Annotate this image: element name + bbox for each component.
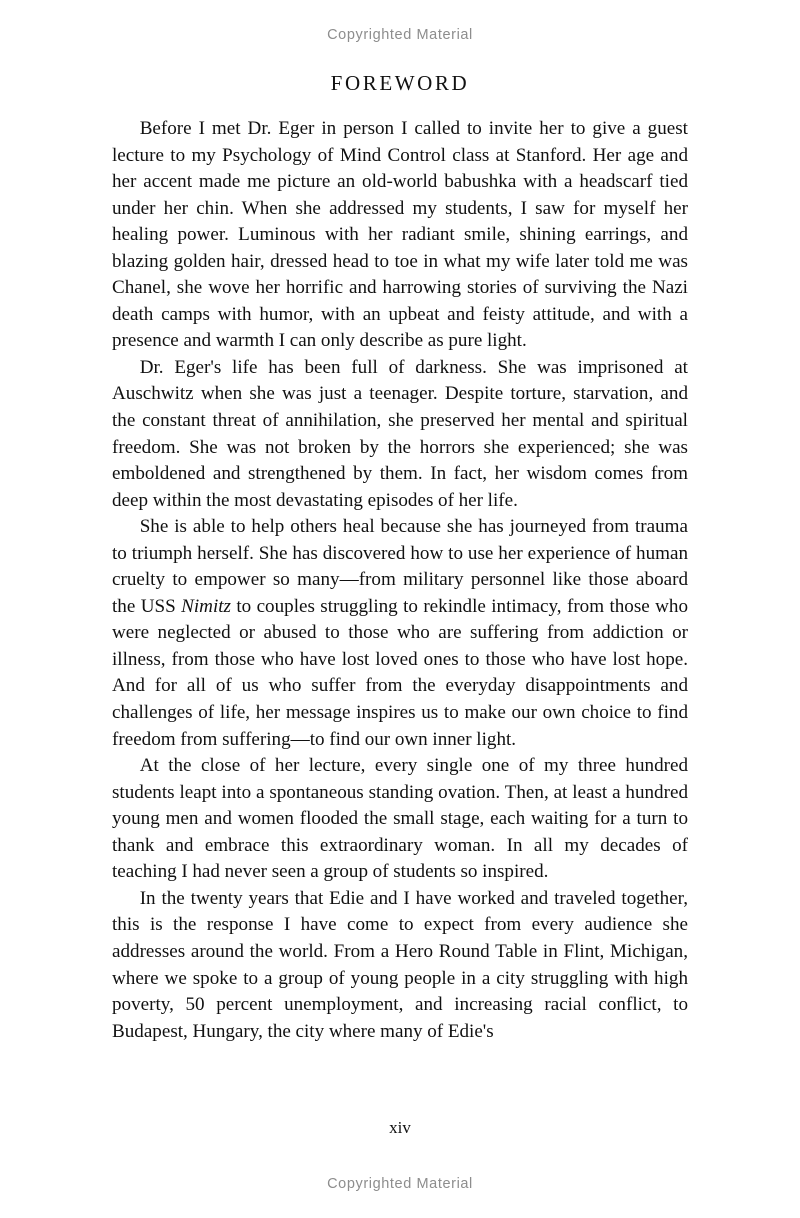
paragraph-1: Before I met Dr. Eger in person I called to invite her to give a guest lecture to my Psychology of Mind Control class at Stanford. Her age and her accent made me picture an old-world babushka with a headscarf tied under her chin. When she addressed my students, I saw for myself her healing power. Luminous with her radiant smile, shining earrings, and blazing golden hair, dressed head to toe in what my wife later told me was Chanel, she wove her horrific and harrowing stories of surviving the Nazi death camps with humor, with an upbeat and feisty attitude, and with a presence and warmth I can only describe as pure light. bbox=[112, 118, 688, 352]
copyright-watermark-bottom: Copyrighted Material bbox=[327, 1176, 473, 1192]
copyright-watermark-top: Copyrighted Material bbox=[327, 27, 473, 43]
paragraph-3 bbox=[112, 514, 688, 753]
paragraph-3-segment-1: She is able to help others heal because she has journeyed from trauma to triumph herself. She has discovered how to use her experience of human cruelty to empower so many—from military personnel like those aboard the USS bbox=[112, 516, 688, 617]
body-text bbox=[112, 116, 688, 1045]
paragraph-4: At the close of her lecture, every single one of my three hundred students leapt into a spontaneous standing ovation. Then, at least a hundred young men and women flooded the small stage, each waiting for a turn to thank and embrace this extraordinary woman. In all my decades of teaching I had never seen a group of students so inspired. bbox=[112, 755, 688, 883]
paragraph-2: Dr. Eger's life has been full of darkness. She was imprisoned at Auschwitz when she was just a teenager. Despite torture, starvation, and the constant threat of annihilation, she preserved her mental and spiritual freedom. She was not broken by the horrors she experienced; she was emboldened and strengthened by them. In fact, her wisdom comes from deep within the most devastating episodes of her life. bbox=[112, 356, 688, 511]
page-number: xiv bbox=[389, 1118, 411, 1137]
paragraph-5: In the twenty years that Edie and I have worked and traveled together, this is the response I have come to expect from every audience she addresses around the world. From a Hero Round Table in Flint, Michigan, where we spoke to a group of young people in a city struggling with high poverty, 50 percent unemployment, and increasing racial conflict, to Budapest, Hungary, the city where many of Edie's bbox=[112, 887, 688, 1042]
ship-name-nimitz: Nimitz bbox=[181, 595, 231, 617]
paragraph-3-segment-3: to couples struggling to rekindle intimacy, from those who were neglected or abused to those who are suffering from addiction or illness, from those who have lost loved ones to those who have lost hope. And for all of us who suffer from the everyday disappointments and challenges of life, her message inspires us to make our own choice to find freedom from suffering—to find our own inner light. bbox=[112, 595, 689, 750]
page-title: FOREWORD bbox=[330, 71, 470, 95]
